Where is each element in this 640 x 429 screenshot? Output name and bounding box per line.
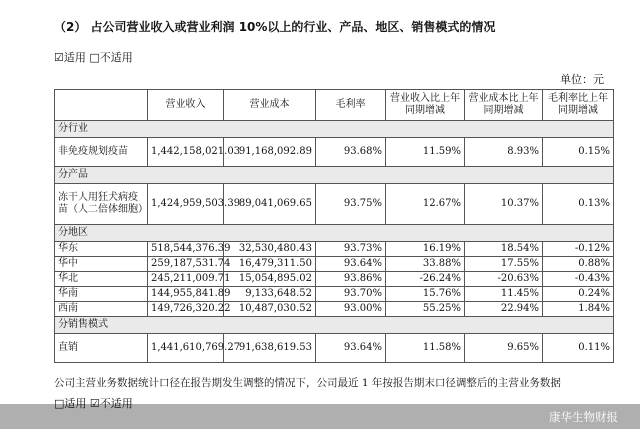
table-row <box>55 272 614 287</box>
cell-cost: 32,530,480.43 <box>224 242 316 257</box>
header-cell: 毛利率 <box>316 90 386 121</box>
header-cell: 营业收入比上年同期增减 <box>386 90 465 121</box>
row-label: 华东 <box>55 242 148 257</box>
unit-label: 单位：元 <box>560 73 604 86</box>
cell-revenue-change: 15.76% <box>386 287 465 302</box>
header-cell: 营业成本比上年同期增减 <box>465 90 543 121</box>
cell-margin-change: 0.13% <box>543 184 614 225</box>
cell-margin-change: 0.15% <box>543 138 614 167</box>
section-row-region <box>55 225 614 242</box>
cell-cost-change: 10.37% <box>465 184 543 225</box>
cell-cost-change: 9.65% <box>465 334 543 363</box>
cell-cost-change: 22.94% <box>465 302 543 317</box>
cell-gross-margin: 93.64% <box>316 334 386 363</box>
cell-revenue-change: 11.59% <box>386 138 465 167</box>
header-cell: 毛利率比上年同期增减 <box>543 90 614 121</box>
cell-gross-margin: 93.73% <box>316 242 386 257</box>
checked-box-icon: ☑ <box>89 397 100 410</box>
cell-revenue-change: 12.67% <box>386 184 465 225</box>
header-cell: 营业成本 <box>224 90 316 121</box>
cell-margin-change: 1.84% <box>543 302 614 317</box>
cell-revenue: 1,424,959,503.39 <box>148 184 224 225</box>
cell-revenue: 1,442,158,021.03 <box>148 138 224 167</box>
applicability-bottom <box>54 395 133 411</box>
applicable-label: 适用 <box>63 51 86 64</box>
row-label: 华北 <box>55 272 148 287</box>
cell-gross-margin: 93.70% <box>316 287 386 302</box>
row-label: 华中 <box>55 257 148 272</box>
cell-margin-change: 0.24% <box>543 287 614 302</box>
cell-revenue-change: 11.58% <box>386 334 465 363</box>
row-label: 直销 <box>55 334 148 363</box>
table-header-row <box>55 90 614 121</box>
checked-box-icon: ☑ <box>54 51 64 64</box>
cell-cost-change: -20.63% <box>465 272 543 287</box>
cell-cost: 15,054,895.02 <box>224 272 316 287</box>
cell-margin-change: -0.12% <box>543 242 614 257</box>
header-cell: 营业收入 <box>148 90 224 121</box>
section-row-sales-model <box>55 317 614 334</box>
row-label: 西南 <box>55 302 148 317</box>
unchecked-box-icon: □ <box>89 51 100 64</box>
section-label: 分行业 <box>55 121 614 138</box>
row-label: 非免疫规划疫苗 <box>55 138 148 167</box>
cell-revenue: 1,441,610,769.27 <box>148 334 224 363</box>
cell-cost: 91,168,092.89 <box>224 138 316 167</box>
cell-revenue: 149,726,320.22 <box>148 302 224 317</box>
table-row <box>55 287 614 302</box>
cell-cost: 9,133,648.52 <box>224 287 316 302</box>
cell-cost: 91,638,619.53 <box>224 334 316 363</box>
cell-cost-change: 8.93% <box>465 138 543 167</box>
cell-revenue-change: 33.88% <box>386 257 465 272</box>
section-label: 分产品 <box>55 167 614 184</box>
section-row-industry <box>55 121 614 138</box>
cell-revenue: 144,955,841.89 <box>148 287 224 302</box>
cell-gross-margin: 93.68% <box>316 138 386 167</box>
revenue-breakdown-table <box>54 89 614 363</box>
cell-revenue-change: -26.24% <box>386 272 465 287</box>
unchecked-box-icon: □ <box>54 397 65 410</box>
section-label: 分地区 <box>55 225 614 242</box>
table-row <box>55 184 614 225</box>
cell-revenue-change: 55.25% <box>386 302 465 317</box>
table-row <box>55 257 614 272</box>
cell-margin-change: -0.43% <box>543 272 614 287</box>
cell-cost-change: 11.45% <box>465 287 543 302</box>
cell-gross-margin: 93.00% <box>316 302 386 317</box>
adjustment-note: 公司主营业务数据统计口径在报告期发生调整的情况下，公司最近 1 年按报告期末口径调整后的主营业务数据 <box>54 377 561 389</box>
cell-cost: 89,041,069.65 <box>224 184 316 225</box>
not-applicable-label: 不适用 <box>99 397 133 410</box>
table-row <box>55 334 614 363</box>
row-label: 冻干人用狂犬病疫苗（人二倍体细胞） <box>55 184 148 225</box>
cell-cost: 10,487,030.52 <box>224 302 316 317</box>
cell-revenue: 518,544,376.39 <box>148 242 224 257</box>
section-heading: （2） 占公司营业收入或营业利润 10%以上的行业、产品、地区、销售模式的情况 <box>54 20 496 34</box>
section-label: 分销售模式 <box>55 317 614 334</box>
row-label: 华南 <box>55 287 148 302</box>
cell-revenue: 259,187,531.74 <box>148 257 224 272</box>
cell-cost-change: 18.54% <box>465 242 543 257</box>
table-row <box>55 302 614 317</box>
cell-gross-margin: 93.64% <box>316 257 386 272</box>
cell-cost-change: 17.55% <box>465 257 543 272</box>
cell-margin-change: 0.88% <box>543 257 614 272</box>
table-row <box>55 242 614 257</box>
applicable-label: 适用 <box>64 397 87 410</box>
cell-revenue-change: 16.19% <box>386 242 465 257</box>
cell-gross-margin: 93.86% <box>316 272 386 287</box>
cell-cost: 16,479,311.50 <box>224 257 316 272</box>
header-cell <box>55 90 148 121</box>
section-row-product <box>55 167 614 184</box>
cell-margin-change: 0.11% <box>543 334 614 363</box>
applicability-top <box>54 49 133 65</box>
not-applicable-label: 不适用 <box>99 51 133 64</box>
cell-gross-margin: 93.75% <box>316 184 386 225</box>
watermark-text: 康华生物财报 <box>549 410 618 424</box>
cell-revenue: 245,211,009.71 <box>148 272 224 287</box>
table-row <box>55 138 614 167</box>
